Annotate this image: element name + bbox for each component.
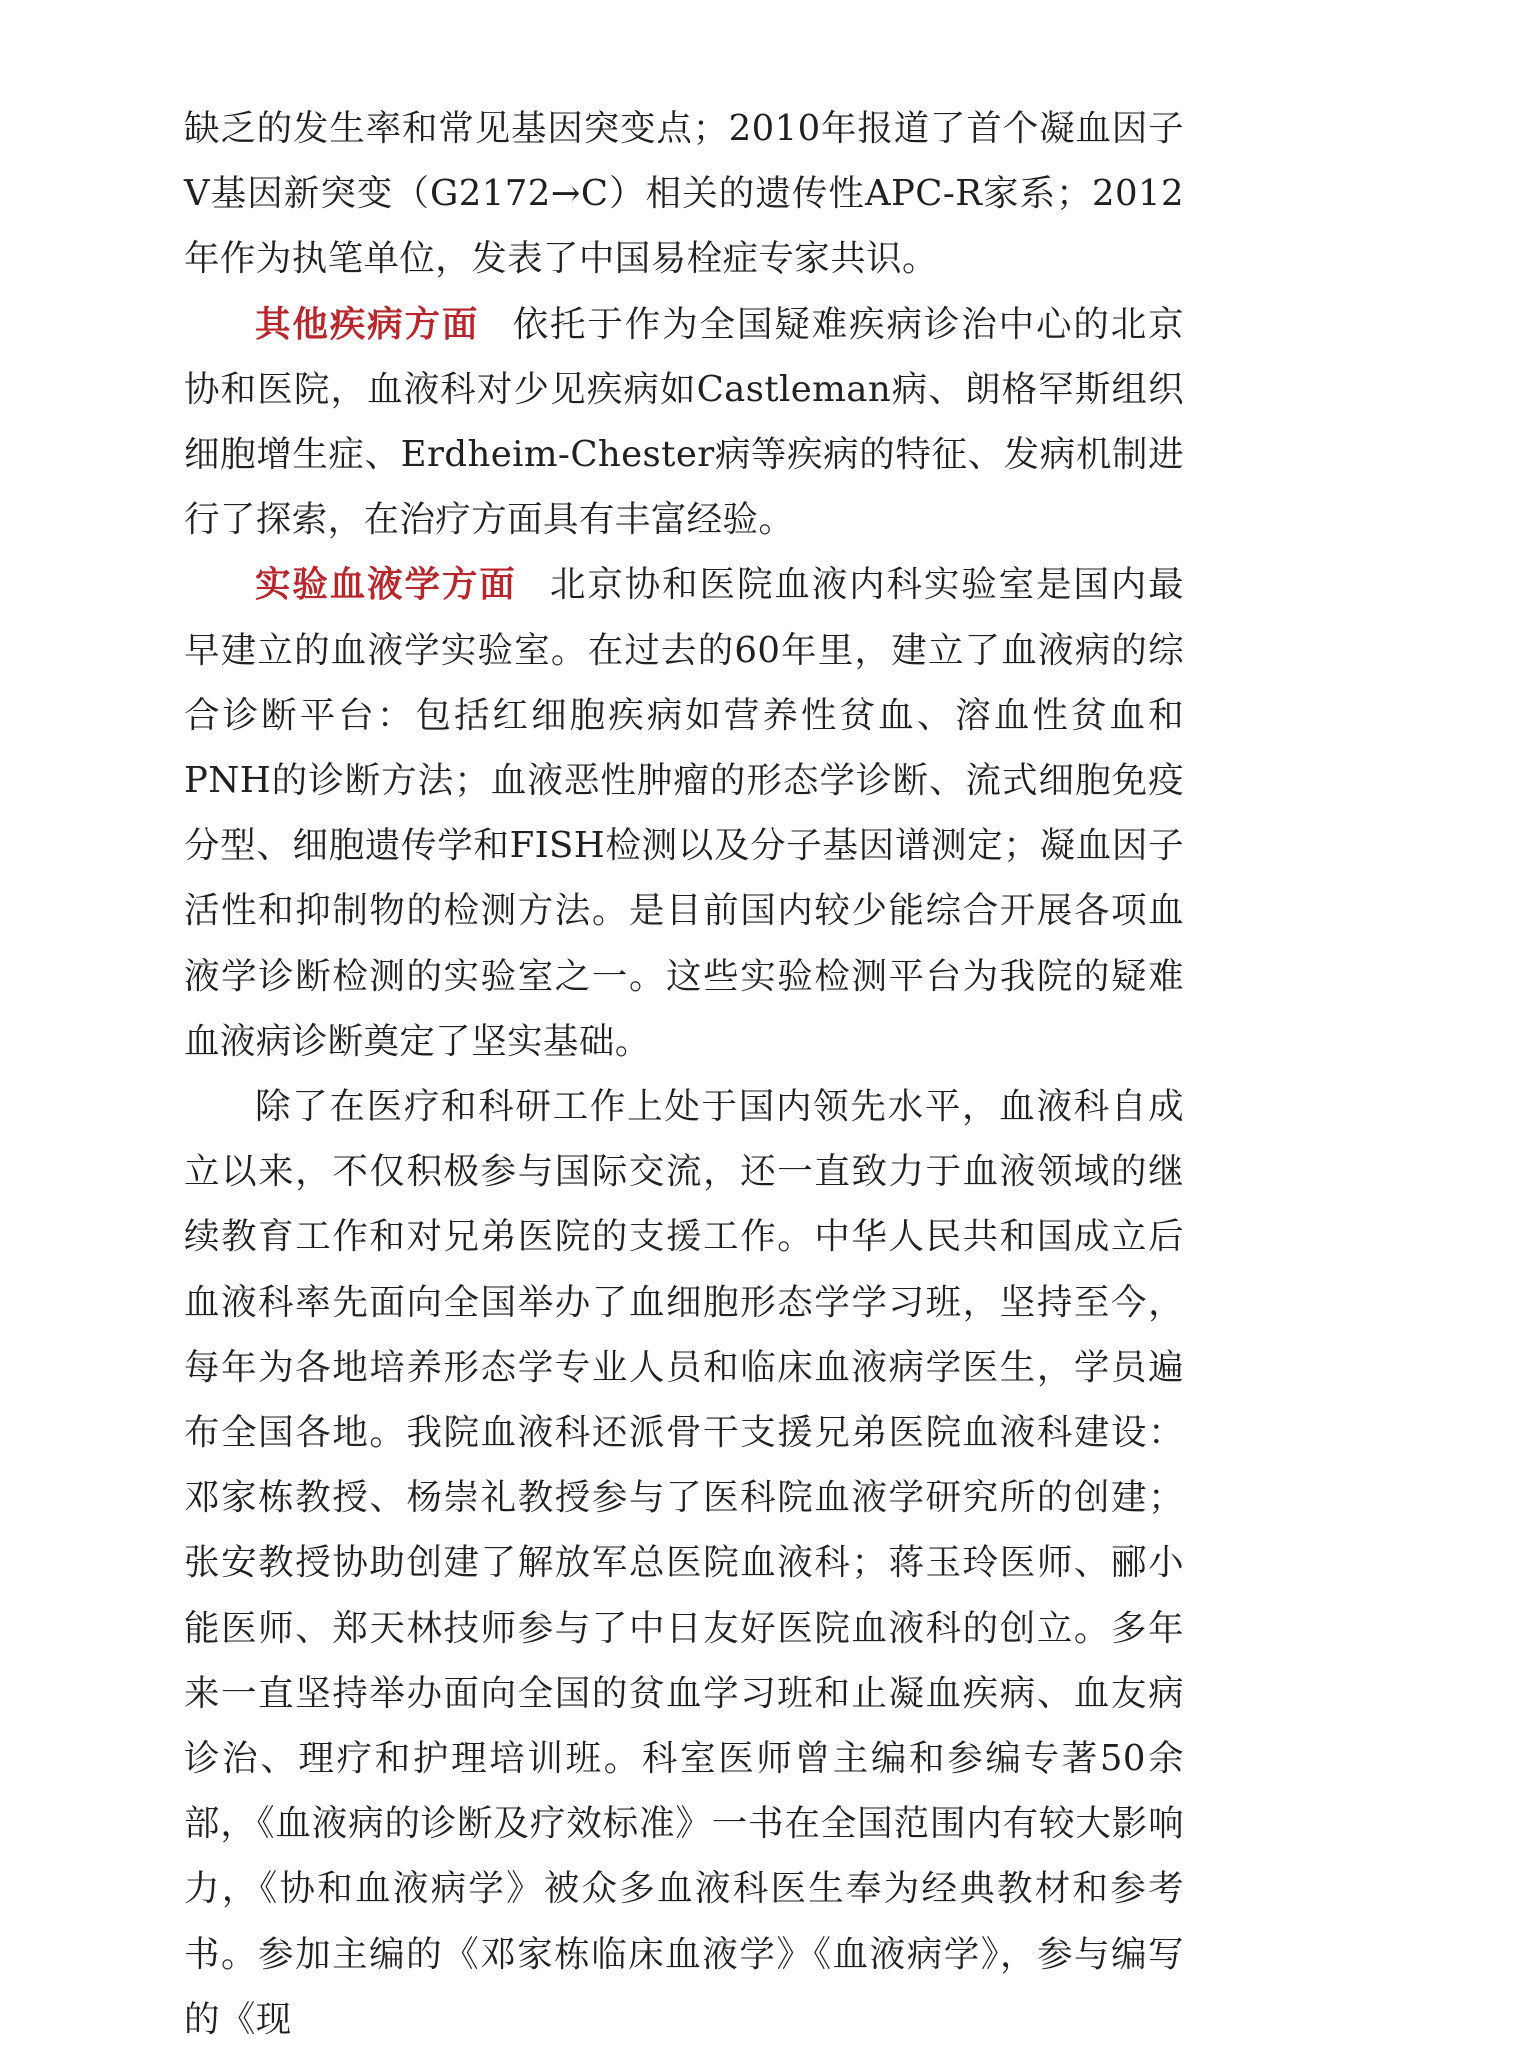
paragraph-text: 除了在医疗和科研工作上处于国内领先水平，血液科自成立以来，不仅积极参与国际交流，还一直致力于血液领域的继续教育工作和对兄弟医院的支援工作。中华人民共和国成立后血液科率先面向全国举办了血细胞形态学学习班，坚持至今，每年为各地培养形态学专业人员和临床血液病学医生，学员遍布全国各地。我院血液科还派骨干支援兄弟医院血液科建设：邓家栋教授、杨崇礼教授参与了医科院血液学研究所的创建；张安教授协助创建了解放军总医院血液科；蒋玉玲医师、郦小能医师、郑天林技师参与了中日友好医院血液科的创立。多年来一直坚持举办面向全国的贫血学习班和止凝血疾病、血友病诊治、理疗和护理培训班。科室医师曾主编和参编专著50余部，《血液病的诊断及疗效标准》一书在全国范围内有较大影响力，《协和血液病学》被众多血液科医生奉为经典教材和参考书。参加主编的《邓家栋临床血液学》《血液病学》，参与编写的《现: [184, 1086, 1184, 2040]
section-heading-other-diseases: 其他疾病方面: [255, 303, 480, 345]
paragraph-education-support: [184, 1074, 1184, 2052]
paragraph-thrombophilia-continued: [184, 96, 1184, 292]
paragraph-text: 北京协和医院血液内科实验室是国内最早建立的血液学实验室。在过去的60年里，建立了血液病的综合诊断平台：包括红细胞疾病如营养性贫血、溶血性贫血和PNH的诊断方法；血液恶性肿瘤的形态学诊断、流式细胞免疫分型、细胞遗传学和FISH检测以及分子基因谱测定；凝血因子活性和抑制物的检测方法。是目前国内较少能综合开展各项血液学诊断检测的实验室之一。这些实验检测平台为我院的疑难血液病诊断奠定了坚实基础。: [184, 564, 1184, 1062]
paragraph-text: 依托于作为全国疑难疾病诊治中心的北京协和医院，血液科对少见疾病如Castleman病、朗格罕斯组织细胞增生症、Erdheim-Chester病等疾病的特征、发病机制进行了探索，在治疗方面具有丰富经验。: [184, 303, 1184, 541]
section-heading-experimental-hematology: 实验血液学方面: [255, 564, 517, 606]
paragraph-experimental-hematology: [184, 552, 1184, 1074]
paragraph-other-diseases: [184, 292, 1184, 553]
document-page: [184, 96, 1184, 2052]
paragraph-text: 缺乏的发生率和常见基因突变点；2010年报道了首个凝血因子V基因新突变（G2172→C）相关的遗传性APC-R家系；2012年作为执笔单位，发表了中国易栓症专家共识。: [184, 108, 1184, 280]
